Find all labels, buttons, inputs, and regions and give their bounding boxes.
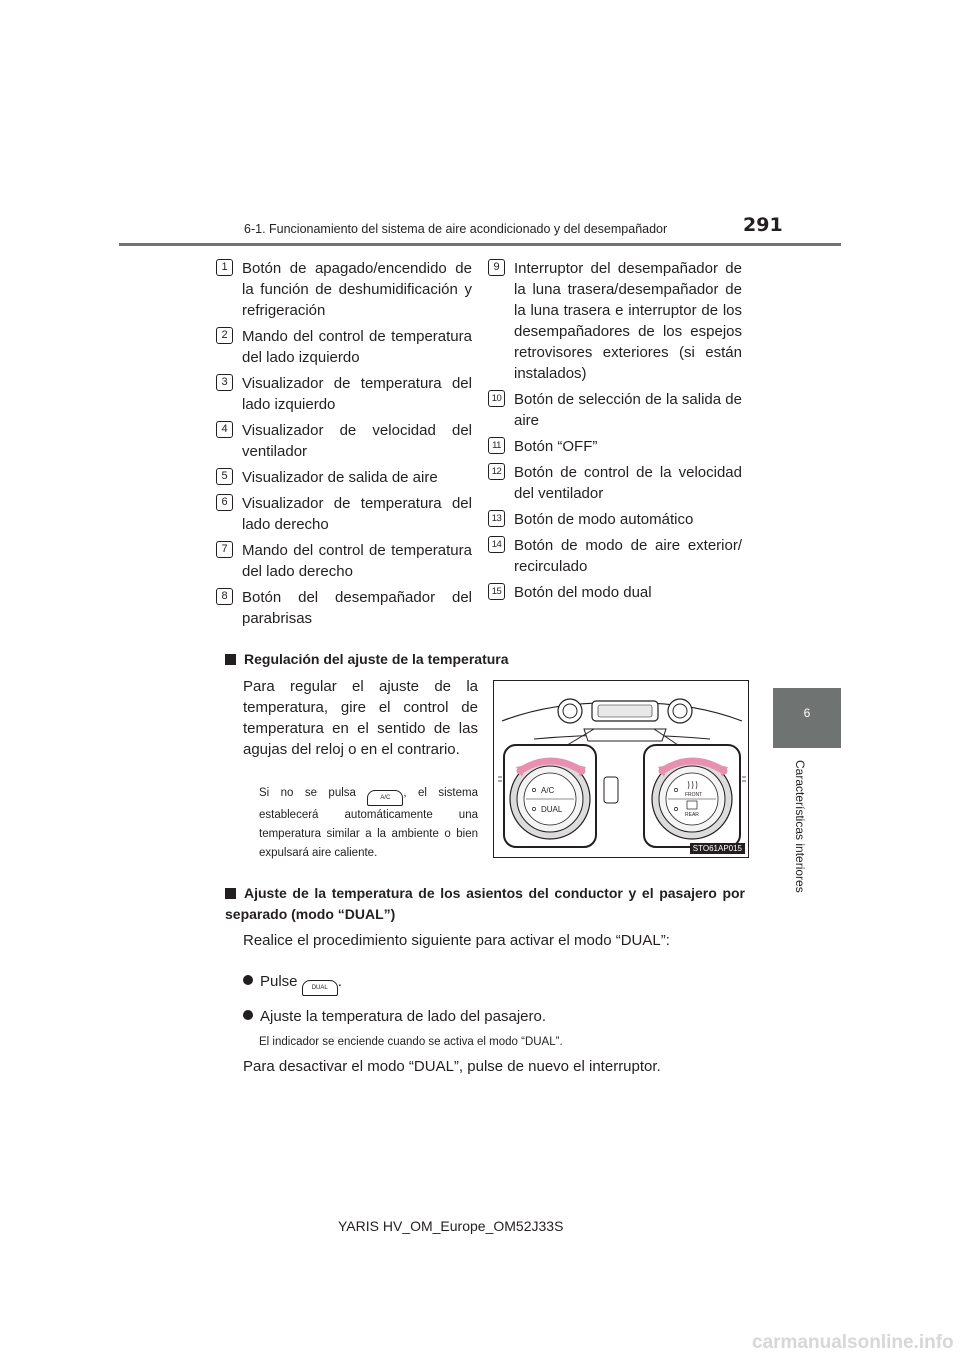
legend-left xyxy=(216,258,472,634)
legend-number-badge: 8 xyxy=(216,588,233,605)
bullet1-text-before: Pulse xyxy=(260,973,298,990)
note-ac-before: Si no se pulsa xyxy=(259,787,356,799)
legend-item xyxy=(488,389,742,431)
legend-number-badge: 14 xyxy=(488,536,505,553)
legend-text: Mando del control de temperatura del lado derecho xyxy=(242,542,472,580)
legend-item xyxy=(216,540,472,582)
square-bullet-icon xyxy=(225,654,236,665)
legend-number-badge: 6 xyxy=(216,494,233,511)
bullet-dot-icon xyxy=(243,1010,253,1020)
legend-item xyxy=(216,373,472,415)
legend-text: Visualizador de temperatura del lado derecho xyxy=(242,495,472,533)
left-vent-icon xyxy=(558,699,582,723)
legend-text: Mando del control de temperatura del lado izquierdo xyxy=(242,328,472,366)
legend-number-badge: 3 xyxy=(216,374,233,391)
watermark: carmanualsonline.info xyxy=(752,1332,954,1353)
chapter-label xyxy=(787,760,807,900)
legend-text: Botón de apagado/encendido de la función de deshumidificación y refrigeración xyxy=(242,260,472,319)
closing-paragraph: Para desactivar el modo “DUAL”, pulse de nuevo el interruptor. xyxy=(243,1058,661,1075)
legend-item xyxy=(216,587,472,629)
legend-text: Botón de modo de aire exterior/ recirculado xyxy=(514,537,742,575)
chapter-number: 6 xyxy=(803,706,811,720)
dashboard-illustration xyxy=(494,681,749,858)
running-header-title: 6-1. Funcionamiento del sistema de aire acondicionado y del desempañador xyxy=(244,222,668,236)
legend-item xyxy=(216,258,472,321)
fig-ac-label: A/C xyxy=(541,786,555,795)
section-heading-temperature xyxy=(225,651,509,667)
note-dual-indicator: El indicador se enciende cuando se activa el modo “DUAL”. xyxy=(259,1036,563,1048)
bullet1-text-after: . xyxy=(337,973,342,990)
legend-text: Botón del desempañador del parabrisas xyxy=(242,589,472,627)
bullet-press-dual xyxy=(243,973,342,996)
legend-number-badge: 2 xyxy=(216,327,233,344)
legend-text: Visualizador de salida de aire xyxy=(242,469,438,486)
chapter-label-text: Características interiores xyxy=(793,760,807,893)
legend-item xyxy=(488,509,742,530)
figure-code: STO61AP015 xyxy=(690,843,745,854)
note-ac xyxy=(259,784,478,863)
legend-number-badge: 4 xyxy=(216,421,233,438)
legend-number-badge: 5 xyxy=(216,468,233,485)
legend-number-badge: 11 xyxy=(488,437,505,454)
section-heading-text: Regulación del ajuste de la temperatura xyxy=(244,651,509,667)
legend-number-badge: 10 xyxy=(488,390,505,407)
legend-item xyxy=(216,420,472,462)
legend-item xyxy=(216,467,472,488)
square-bullet-icon xyxy=(225,888,236,899)
fig-rear-label: REAR xyxy=(685,812,699,818)
legend-item xyxy=(216,326,472,368)
legend-item xyxy=(488,582,742,603)
legend-text: Botón de selección de la salida de aire xyxy=(514,391,742,429)
ac-button-icon: A/C xyxy=(367,790,403,806)
fig-dual-label: DUAL xyxy=(541,805,563,814)
legend-item xyxy=(488,535,742,577)
climate-control-figure xyxy=(493,680,749,858)
legend-text: Botón del modo dual xyxy=(514,584,652,601)
bullet2-text: Ajuste la temperatura de lado del pasajero. xyxy=(260,1008,547,1025)
legend-item xyxy=(216,493,472,535)
legend-text: Interruptor del desempañador de la luna trasera/desempañador de la luna trasera e interruptor de los desempañadores de los espejos retrovisores exteriores (si están instalados) xyxy=(514,260,742,382)
legend-number-badge: 7 xyxy=(216,541,233,558)
fig-front-label: FRONT xyxy=(685,792,703,798)
section-heading-dual-text: Ajuste de la temperatura de los asientos del conductor y el pasajero por separado (modo “DUAL”) xyxy=(225,885,745,922)
legend-text: Botón de control de la velocidad del ventilador xyxy=(514,464,742,502)
footer-model-code: YARIS HV_OM_Europe_OM52J33S xyxy=(338,1218,564,1234)
legend-number-badge: 1 xyxy=(216,259,233,276)
legend-item xyxy=(488,258,742,384)
section-body-temperature: Para regular el ajuste de la temperatura, gire el control de temperatura en el sentido de las agujas del reloj o en el contrario. xyxy=(243,678,478,758)
note-ac-after: , el sistema establecerá automáticamente una temperatura similar a la ambiente o bien expulsará aire caliente. xyxy=(259,787,478,859)
legend-text: Botón “OFF” xyxy=(514,438,598,455)
legend-text: Botón de modo automático xyxy=(514,511,694,528)
legend-number-badge: 13 xyxy=(488,510,505,527)
header-rule xyxy=(119,243,841,246)
bullet-dot-icon xyxy=(243,975,253,985)
bullet-adjust-passenger xyxy=(243,1008,546,1025)
dual-button-icon: DUAL xyxy=(302,980,338,996)
legend-number-badge: 15 xyxy=(488,583,505,600)
legend-number-badge: 12 xyxy=(488,463,505,480)
right-vent-icon xyxy=(668,699,692,723)
legend-text: Visualizador de velocidad del ventilador xyxy=(242,422,472,460)
legend-number-badge: 9 xyxy=(488,259,505,276)
page-number: 291 xyxy=(743,214,783,236)
legend-item xyxy=(488,436,742,457)
legend-text: Visualizador de temperatura del lado izquierdo xyxy=(242,375,472,413)
legend-item xyxy=(488,462,742,504)
section-body-dual: Realice el procedimiento siguiente para activar el modo “DUAL”: xyxy=(243,932,670,949)
section-heading-dual xyxy=(225,883,745,925)
legend-right xyxy=(488,258,742,608)
